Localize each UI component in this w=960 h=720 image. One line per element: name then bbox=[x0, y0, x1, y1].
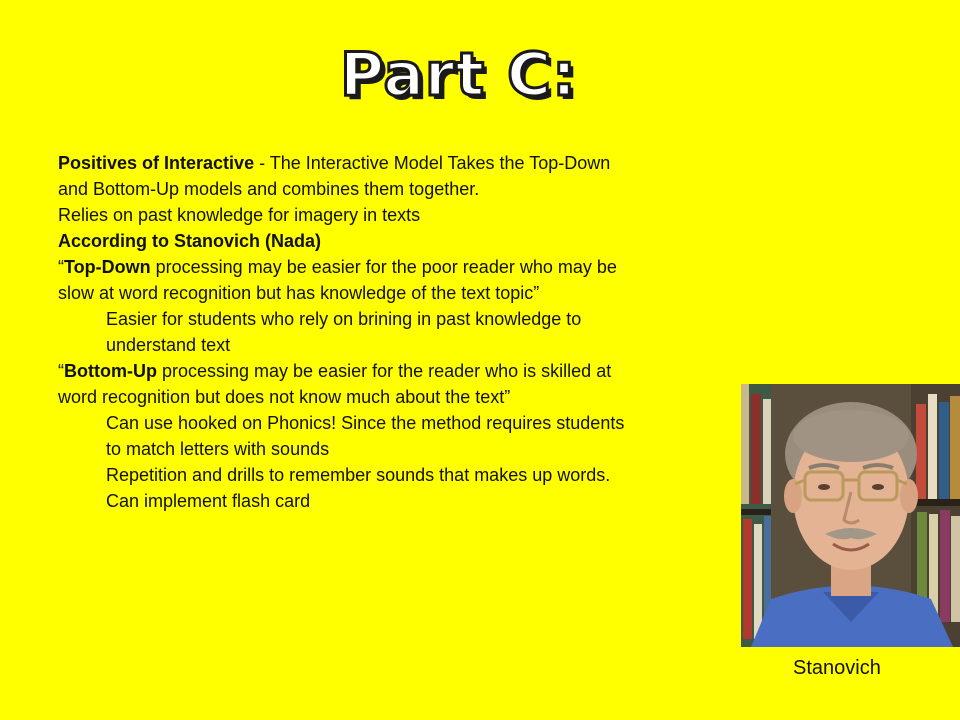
body-text: - The Interactive Model Takes the Top-Down bbox=[254, 153, 611, 173]
body-line bbox=[58, 228, 748, 254]
body-line-indented bbox=[58, 332, 748, 358]
body-line bbox=[58, 176, 748, 202]
body-line bbox=[58, 280, 748, 306]
body-bold: According to Stanovich (Nada) bbox=[58, 231, 322, 251]
body-text: processing may be easier for the poor reader who may be bbox=[150, 257, 617, 277]
body-text: Relies on past knowledge for imagery in texts bbox=[58, 205, 421, 225]
stanovich-photo bbox=[741, 384, 960, 647]
body-line bbox=[58, 384, 748, 410]
body-text: understand text bbox=[106, 335, 231, 355]
body-text: processing may be easier for the reader who is skilled at bbox=[156, 361, 612, 381]
body-line-indented bbox=[58, 410, 748, 436]
body-line bbox=[58, 202, 748, 228]
body-bold: Top-Down bbox=[64, 257, 151, 277]
body-text: Can use hooked on Phonics! Since the method requires students bbox=[106, 413, 625, 433]
slide-body bbox=[58, 150, 748, 514]
body-text: to match letters with sounds bbox=[106, 439, 330, 459]
body-text: and Bottom-Up models and combines them together. bbox=[58, 179, 480, 199]
open-quote: “ bbox=[58, 257, 64, 277]
slide-title: Part C: bbox=[340, 40, 578, 110]
portrait-illustration bbox=[741, 384, 960, 647]
body-line bbox=[58, 254, 748, 280]
body-line-indented bbox=[58, 306, 748, 332]
body-line bbox=[58, 150, 748, 176]
body-text: slow at word recognition but has knowledge of the text topic” bbox=[58, 283, 540, 303]
body-line bbox=[58, 358, 748, 384]
body-line-indented bbox=[58, 462, 748, 488]
body-line-indented bbox=[58, 436, 748, 462]
body-line-indented bbox=[58, 488, 748, 514]
body-bold: Bottom-Up bbox=[64, 361, 157, 381]
body-text: Can implement flash card bbox=[106, 491, 311, 511]
body-text: word recognition but does not know much about the text” bbox=[58, 387, 511, 407]
body-text: Easier for students who rely on brining in past knowledge to bbox=[106, 309, 582, 329]
open-quote: “ bbox=[58, 361, 64, 381]
body-bold: Positives of Interactive bbox=[58, 153, 255, 173]
body-text: Repetition and drills to remember sounds that makes up words. bbox=[106, 465, 611, 485]
photo-caption: Stanovich bbox=[793, 657, 881, 679]
